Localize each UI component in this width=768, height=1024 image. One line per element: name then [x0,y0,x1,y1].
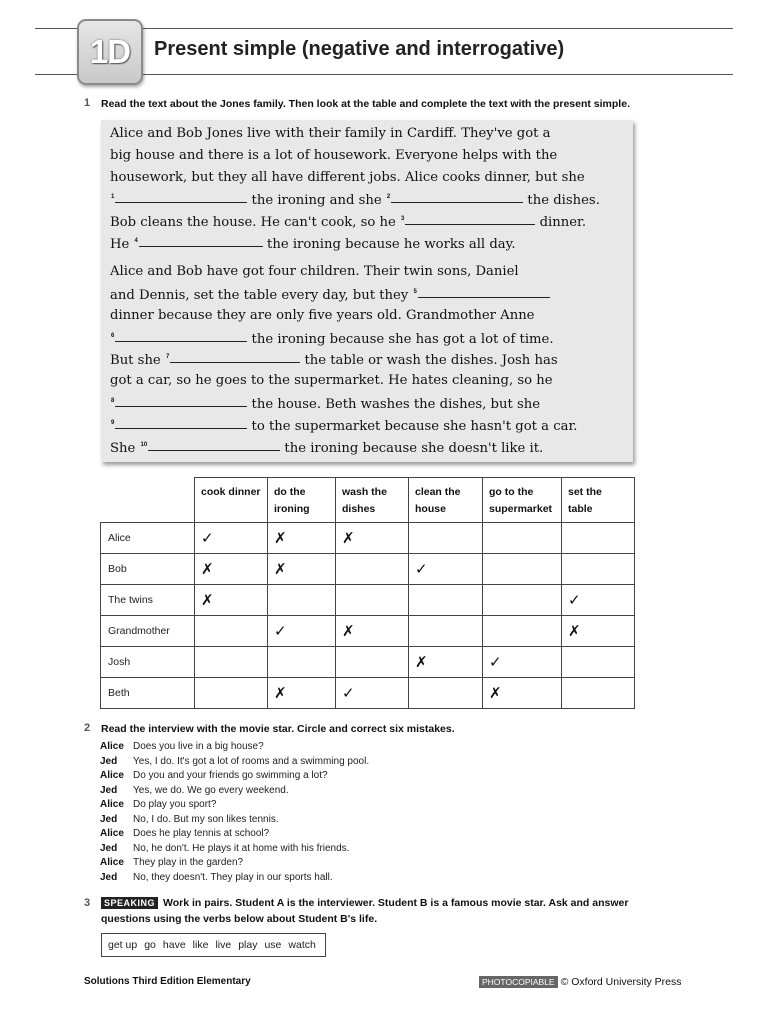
text-line-1: Alice and Bob Jones live with their family in Cardiff. They've got a [110,126,551,141]
table-row [101,647,635,678]
exercise-1-number: 1 [84,97,91,109]
table-cell: ✗ [336,523,409,554]
text-line-13 [110,395,540,412]
gap-number: 1 [111,194,115,200]
gap-number: 9 [111,420,115,426]
gap-10-input[interactable] [148,438,280,451]
column-header: set the table [562,478,635,523]
table-cell [409,616,483,647]
row-label: Grandmother [101,616,195,647]
table-row [101,585,635,616]
gap-6-input[interactable] [115,329,247,342]
table-cell [409,585,483,616]
text-fragment: to the supermarket because she hasn't got a car. [247,419,578,434]
exercise-3-instruction-line-2: questions using the verbs below about Student B's life. [101,913,378,925]
dialogue-speaker: Alice [100,857,124,868]
verb-word: get up [108,939,138,951]
verb-word-box [101,933,326,957]
dialogue-speaker: Alice [100,799,124,810]
table-cell: ✓ [483,647,562,678]
table-cell [409,678,483,709]
table-cell: ✗ [562,616,635,647]
table-row [101,523,635,554]
text-fragment: the table or wash the dishes. Josh has [300,353,558,368]
table-header-row [101,478,635,523]
table-cell: ✗ [409,647,483,678]
table-cell: ✗ [195,554,268,585]
row-label: Beth [101,678,195,709]
dialogue-line: They play in the garden? [133,857,244,868]
dialogue-speaker: Alice [100,770,124,781]
verb-word: play [238,939,258,951]
column-header: do the ironing [268,478,336,523]
text-line-10 [110,330,554,347]
table-cell [483,523,562,554]
text-fragment: the dishes. [523,193,600,208]
text-fragment: the house. Beth washes the dishes, but she [247,397,541,412]
exercise-1-instruction: Read the text about the Jones family. Then look at the table and complete the text with the present simple. [101,98,630,110]
text-fragment: dinner. [535,215,587,230]
table-cell [336,585,409,616]
table-cell: ✗ [268,523,336,554]
table-cell [268,647,336,678]
table-cell: ✗ [483,678,562,709]
photocopiable-badge: PHOTOCOPIABLE [479,976,558,988]
dialogue-line: Yes, we do. We go every weekend. [133,785,289,796]
table-cell [195,616,268,647]
table-cell: ✓ [562,585,635,616]
verb-word: like [192,939,209,951]
dialogue-speaker: Alice [100,828,124,839]
table-cell: ✗ [268,554,336,585]
dialogue-line: Do play you sport? [133,799,217,810]
gap-1-input[interactable] [115,190,247,203]
footer-copyright [479,976,682,988]
verb-word: use [264,939,282,951]
copyright-text: © Oxford University Press [560,976,682,988]
dialogue-speaker: Jed [100,814,118,825]
table-cell [195,647,268,678]
text-fragment: the ironing because he works all day. [262,237,516,252]
text-line-3: housework, but they all have different jobs. Alice cooks dinner, but she [110,170,585,185]
verb-word: watch [288,939,316,951]
gap-9-input[interactable] [115,416,247,429]
row-label: Josh [101,647,195,678]
text-fragment: the ironing and she [247,193,386,208]
table-cell: ✗ [195,585,268,616]
gap-number: 8 [111,398,115,404]
column-header: clean the house [409,478,483,523]
table-cell [562,647,635,678]
table-cell [562,554,635,585]
row-label: Bob [101,554,195,585]
table-cell: ✓ [195,523,268,554]
text-line-4 [110,191,600,208]
gap-number: 3 [401,216,405,222]
verb-word: have [162,939,186,951]
dialogue-line: No, he don't. He plays it at home with his friends. [133,843,350,854]
text-fragment: She [110,441,140,456]
text-fragment: Bob cleans the house. He can't cook, so he [110,215,401,230]
table-cell [483,616,562,647]
table-cell [483,554,562,585]
table-cell: ✗ [336,616,409,647]
exercise-3-instruction [101,897,628,909]
table-cell [562,678,635,709]
gap-number: 2 [386,194,391,200]
text-line-15 [110,439,543,456]
verb-word: go [144,939,156,951]
text-fragment: But she [110,353,165,368]
text-fragment: He [110,237,134,252]
gap-4-input[interactable] [139,234,263,247]
gap-number: 10 [140,442,148,448]
footer-book-title: Solutions Third Edition Elementary [84,976,251,987]
speaking-tag: SPEAKING [101,897,158,909]
gap-number: 7 [165,354,170,360]
column-header: go to the supermarket [483,478,562,523]
gap-2-input[interactable] [391,190,523,203]
text-line-11 [110,351,558,368]
text-line-8 [110,286,550,303]
exercise-2-instruction: Read the interview with the movie star. Circle and correct six mistakes. [101,723,455,735]
gap-7-input[interactable] [170,350,300,363]
gap-number: 5 [413,289,417,295]
text-fragment: the ironing because she has got a lot of time. [247,332,554,347]
gap-3-input[interactable] [405,212,535,225]
table-cell [483,585,562,616]
column-header: wash the dishes [336,478,409,523]
text-fragment: the ironing because she doesn't like it. [280,441,544,456]
unit-badge: 1D [77,19,143,85]
text-line-14 [110,417,578,434]
table-row [101,554,635,585]
dialogue-line: Does you live in a big house? [133,741,264,752]
exercise-2-number: 2 [84,722,91,734]
verb-word: live [215,939,232,951]
text-line-2: big house and there is a lot of housework. Everyone helps with the [110,148,558,163]
text-line-9: dinner because they are only five years old. Grandmother Anne [110,308,535,323]
table-cell [336,647,409,678]
column-header: cook dinner [195,478,268,523]
table-cell [268,585,336,616]
table-cell: ✗ [268,678,336,709]
table-row [101,616,635,647]
dialogue-speaker: Jed [100,785,118,796]
table-cell [195,678,268,709]
table-cell [336,554,409,585]
dialogue-line: No, they doesn't. They play in our sports hall. [133,872,333,883]
gap-8-input[interactable] [115,394,247,407]
gap-5-input[interactable] [418,285,550,298]
dialogue-line: No, I do. But my son likes tennis. [133,814,279,825]
table-cell: ✓ [336,678,409,709]
table-row [101,678,635,709]
row-label: Alice [101,523,195,554]
page-title: Present simple (negative and interrogative) [154,38,565,60]
dialogue-line: Do you and your friends go swimming a lot? [133,770,328,781]
table-cell: ✓ [409,554,483,585]
row-label: The twins [101,585,195,616]
text-fragment: and Dennis, set the table every day, but they [110,288,413,303]
text-line-6 [110,235,516,252]
table-cell [409,523,483,554]
table-cell: ✓ [268,616,336,647]
exercise-3-number: 3 [84,897,91,909]
gap-number: 6 [111,333,115,339]
dialogue-speaker: Jed [100,872,118,883]
text-line-7: Alice and Bob have got four children. Their twin sons, Daniel [110,264,519,279]
dialogue-line: Does he play tennis at school? [133,828,270,839]
text-line-5 [110,213,586,230]
dialogue-speaker: Jed [100,756,118,767]
gap-number: 4 [134,238,138,244]
chores-table [100,477,635,709]
dialogue-speaker: Alice [100,741,124,752]
dialogue-speaker: Jed [100,843,118,854]
text-line-12: got a car, so he goes to the supermarket. He hates cleaning, so he [110,373,553,388]
exercise-3-instruction-text: Work in pairs. Student A is the interviewer. Student B is a famous movie star. Ask and answer [163,897,629,909]
table-cell [562,523,635,554]
dialogue-line: Yes, I do. It's got a lot of rooms and a swimming pool. [133,756,370,767]
